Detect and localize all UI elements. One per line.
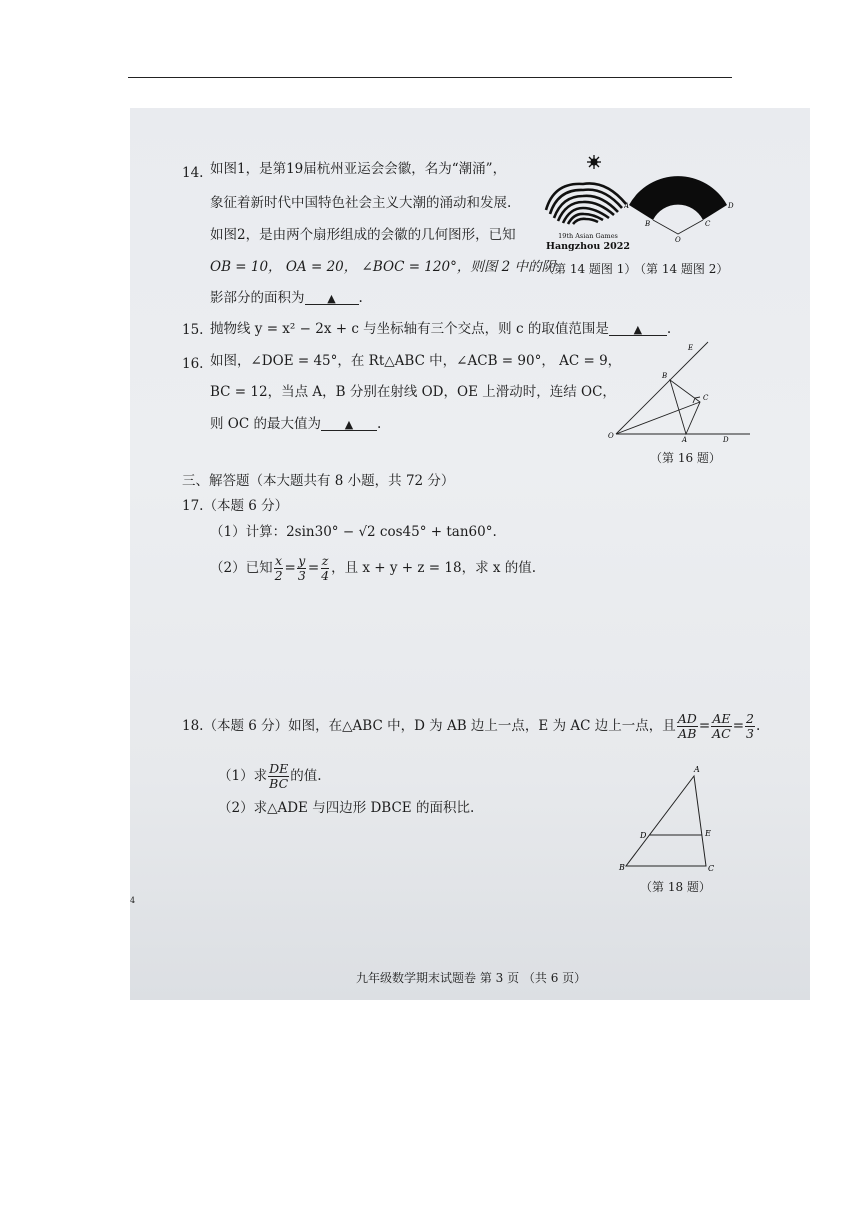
q18-caption: （第 18 题） xyxy=(640,880,711,894)
margin-mark: 4 xyxy=(130,896,136,905)
q14-line1: 如图1，是第19届杭州亚运会会徽，名为“潮涌”， xyxy=(210,161,507,177)
q18-r1-den: AB xyxy=(678,726,697,741)
fig2-label-B: B xyxy=(645,220,651,228)
q17-frac-x-num: x xyxy=(275,553,283,568)
q18-r1-num: AD xyxy=(677,711,697,726)
q17-part1: （1）计算：2sin30° − √2 cos45° + tan60°. xyxy=(210,524,497,540)
q14-fig1-caption: （第 14 题图 1） xyxy=(542,262,637,276)
q18-r3-den: 3 xyxy=(746,726,754,741)
fig2-label-C: C xyxy=(705,220,711,228)
q16-line3-end: . xyxy=(376,416,382,432)
q17-fraction-y xyxy=(297,554,307,583)
q18-ratio-value xyxy=(745,712,755,741)
q15-line xyxy=(210,323,671,337)
q14-line2: 象征着新时代中国特色社会主义大潮的涌动和发展. xyxy=(210,195,512,211)
q17-part2-tail: ，且 x + y + z = 18，求 x 的值. xyxy=(331,559,537,576)
page-footer: 九年级数学期末试题卷 第 3 页 （共 6 页） xyxy=(356,971,587,985)
q14-line5 xyxy=(210,292,363,306)
q15-end: . xyxy=(666,321,672,337)
logo-text-line2: Hangzhou 2022 xyxy=(546,241,630,252)
q14-number: 14. xyxy=(182,165,204,181)
top-rule xyxy=(128,77,732,78)
q14-answer-blank: ▲ xyxy=(305,293,359,305)
q15-number: 15. xyxy=(182,322,204,338)
q18-ratio-ae-ac xyxy=(711,712,732,741)
q17-frac-x-den: 2 xyxy=(274,568,283,583)
q18-fraction-de-bc xyxy=(268,762,289,791)
q18-part1-lead: （1）求 xyxy=(218,767,268,784)
q14-fan-diagram xyxy=(624,142,734,244)
q15-text: 抛物线 y = x² − 2x + c 与坐标轴有三个交点，则 c 的取值范围是 xyxy=(210,321,609,337)
q18-label-A: A xyxy=(694,765,700,774)
q18-ratio-ad-ab xyxy=(677,712,698,741)
q14-line4: OB = 10， OA = 20， ∠BOC = 120°，则图 2 中的阴 xyxy=(210,259,555,275)
q17-frac-y-num: y xyxy=(298,553,306,568)
q18-header: 18.（本题 6 分）如图，在△ABC 中，D 为 AB 边上一点，E 为 AC 边上一点，且 $\frac{AD}{AB}$ = $\frac{AE}{AC}$ = $\frac{2}{3}$ . xyxy=(182,711,761,741)
q17-fraction-x xyxy=(274,554,284,583)
q18-label-E: E xyxy=(705,829,711,838)
asian-games-logo xyxy=(538,152,638,256)
section3-title: 三、解答题（本大题共有 8 小题，共 72 分） xyxy=(182,473,455,489)
q14-line5-end: . xyxy=(358,290,363,306)
q14-line5-text: 影部分的面积为 xyxy=(210,290,305,306)
q16-label-B: B xyxy=(662,372,668,380)
q18-part1 xyxy=(218,762,322,791)
q16-line1: 如图，∠DOE = 45°，在 Rt△ABC 中，∠ACB = 90°， AC = 9， xyxy=(210,353,622,369)
q16-label-E: E xyxy=(688,344,694,352)
q16-diagram xyxy=(600,340,760,444)
q16-line3 xyxy=(210,418,381,432)
q15-answer-blank: ▲ xyxy=(609,324,667,336)
q18-label-D: D xyxy=(640,831,647,840)
q16-line3-text: 则 OC 的最大值为 xyxy=(210,416,321,432)
q14-line3: 如图2，是由两个扇形组成的会徽的几何图形，已知 xyxy=(210,227,516,243)
q16-label-O: O xyxy=(608,432,614,440)
q16-answer-blank: ▲ xyxy=(321,419,377,431)
q18-label-C: C xyxy=(708,864,715,873)
q18-r2-num: AE xyxy=(712,711,731,726)
q16-number: 16. xyxy=(182,356,204,372)
q16-label-D: D xyxy=(723,436,729,444)
q18-label-B: B xyxy=(619,863,625,872)
q18-p1-num: DE xyxy=(269,761,289,776)
q16-label-A: A xyxy=(682,436,688,444)
q17-part2: （2）已知 $\frac{x}{2}$ = $\frac{y}{3}$ = $\frac{z}{4}$ ，且 x + y + z = 18，求 x 的值. xyxy=(210,553,537,583)
q18-r2-den: AC xyxy=(712,726,731,741)
q18-header-text: 18.（本题 6 分）如图，在△ABC 中，D 为 AB 边上一点，E 为 AC 边上一点，且 xyxy=(182,717,676,734)
q18-part1-tail: 的值. xyxy=(290,767,322,784)
q17-frac-y-den: 3 xyxy=(297,568,306,583)
q18-r3-num: 2 xyxy=(746,711,754,726)
logo-text-line1: 19th Asian Games xyxy=(558,232,618,240)
q17-frac-z-den: 4 xyxy=(321,568,330,583)
q17-header: 17.（本题 6 分） xyxy=(182,498,289,514)
q16-line2: BC = 12，当点 A，B 分别在射线 OD，OE 上滑动时，连结 OC， xyxy=(210,384,616,400)
q18-p1-den: BC xyxy=(269,776,289,791)
q16-label-C: C xyxy=(703,394,709,402)
q18-triangle-diagram xyxy=(610,762,730,874)
q16-caption: （第 16 题） xyxy=(650,451,721,465)
q17-fraction-z xyxy=(320,554,330,583)
fig2-label-D: D xyxy=(728,202,734,210)
q18-part2: （2）求△ADE 与四边形 DBCE 的面积比. xyxy=(218,800,475,816)
q14-fig2-caption: （第 14 题图 2） xyxy=(634,262,729,276)
exam-page-photo xyxy=(130,108,810,1000)
fig2-label-A: A xyxy=(624,202,630,210)
q17-frac-z-num: z xyxy=(321,553,329,568)
q17-part2-lead: （2）已知 xyxy=(210,559,273,576)
fig2-label-O: O xyxy=(675,236,681,244)
